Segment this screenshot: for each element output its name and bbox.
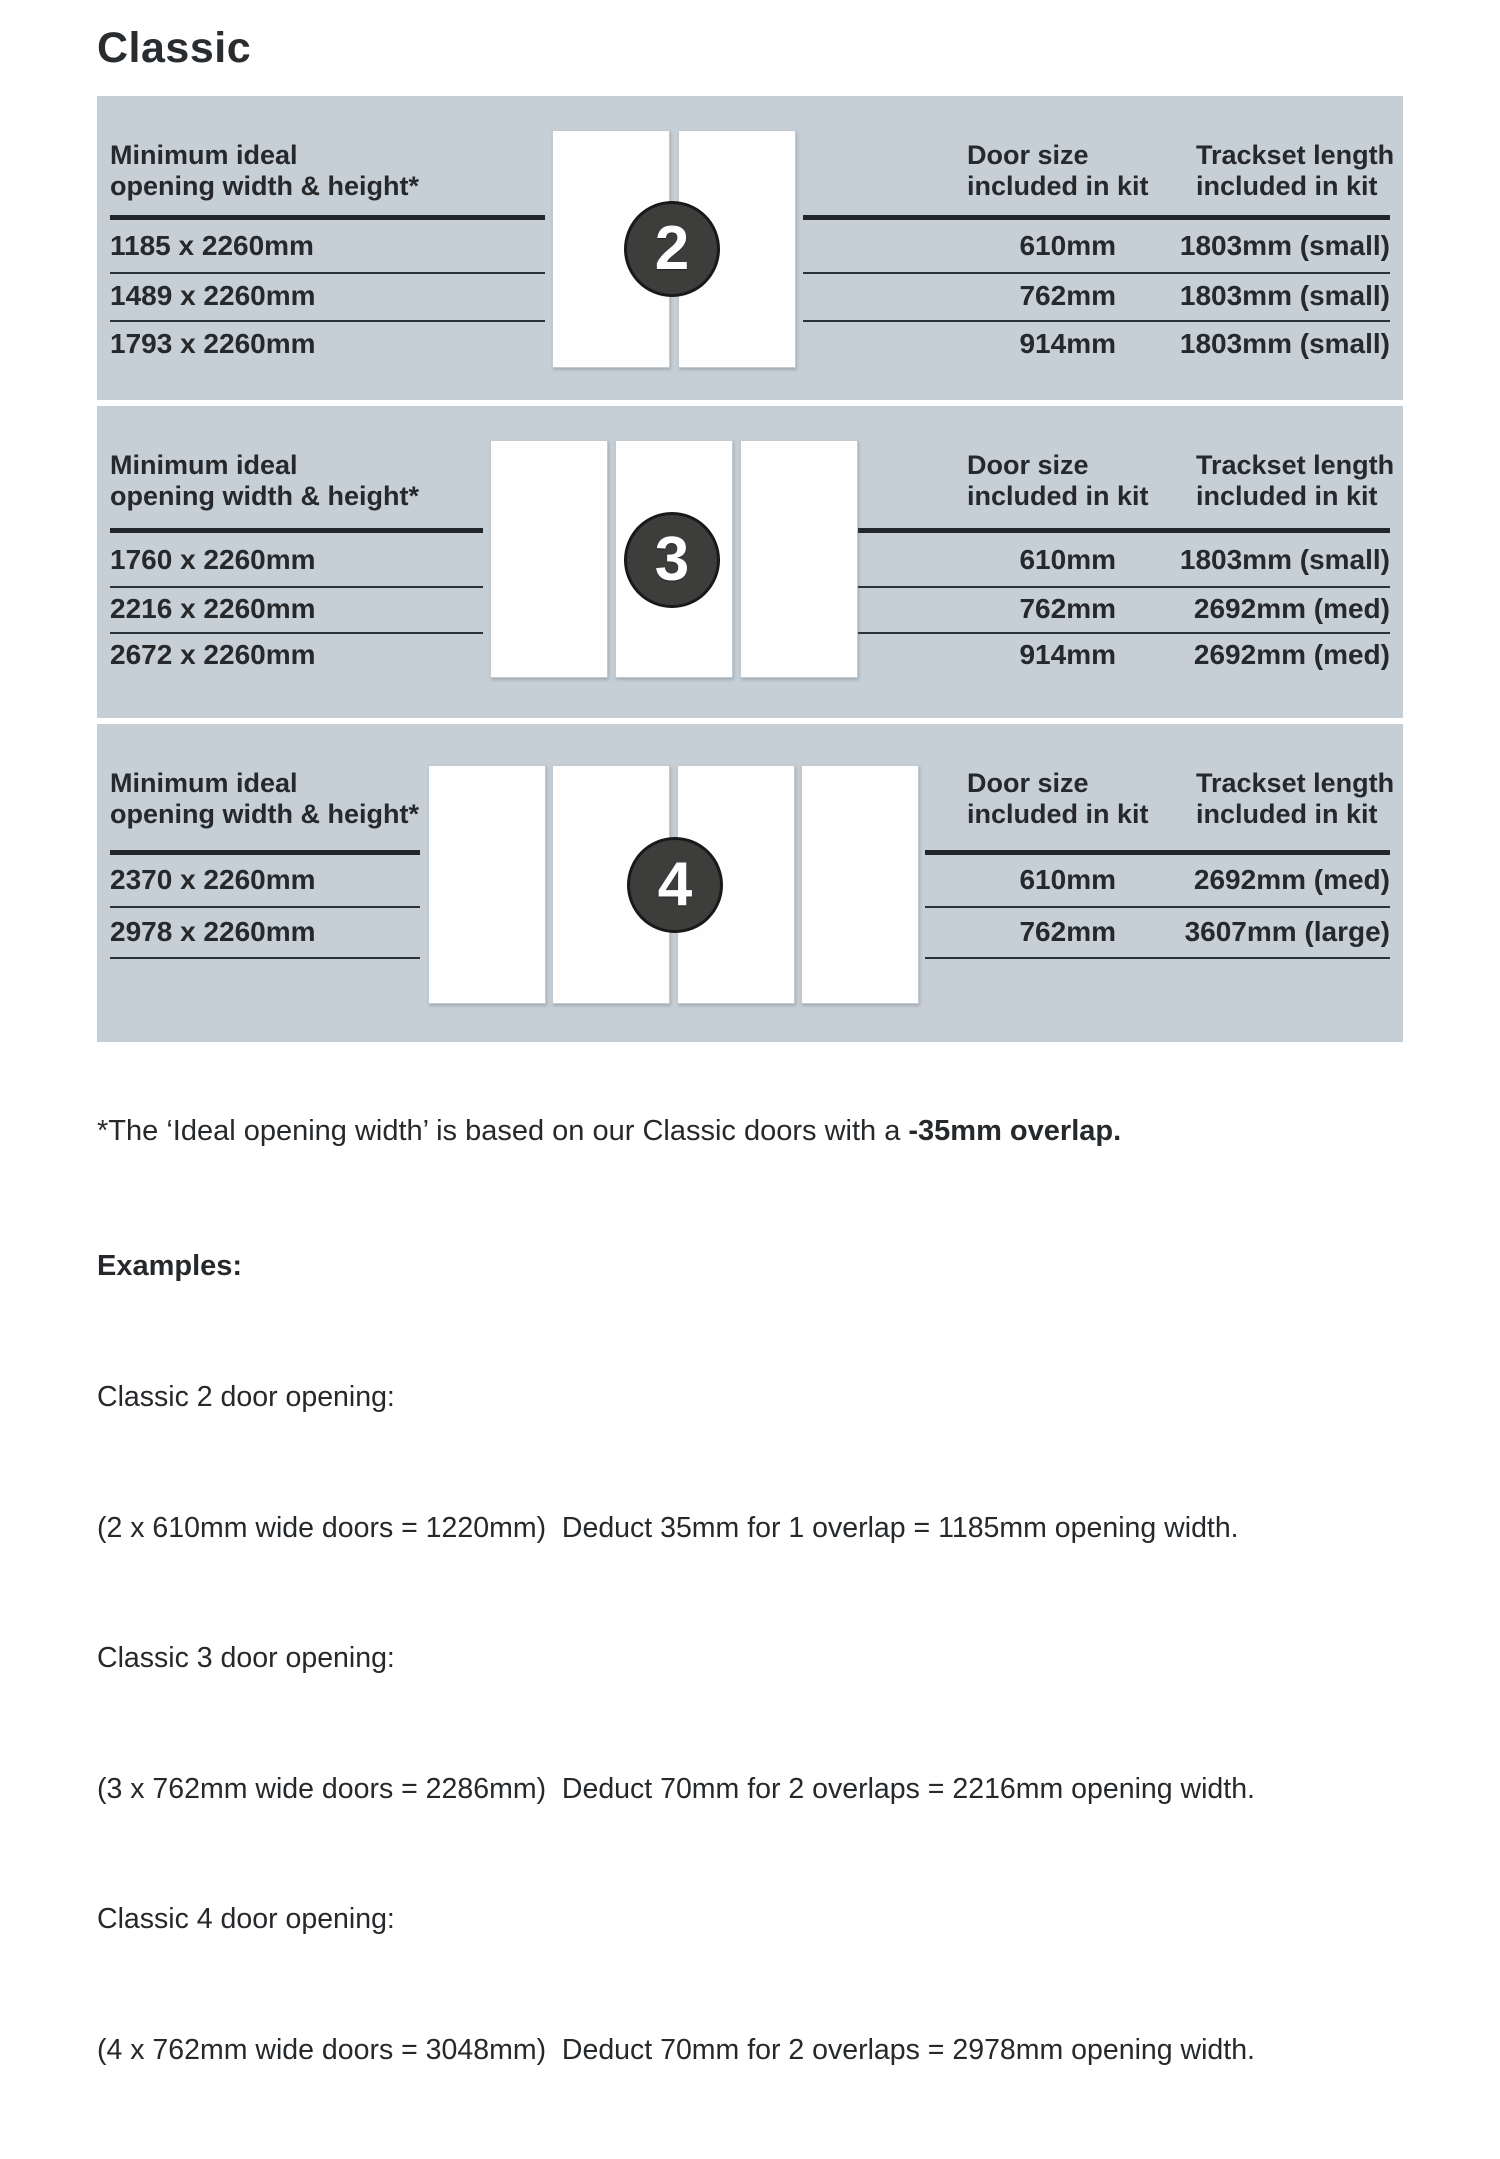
door-size-value: 914mm <box>1019 639 1116 670</box>
example-line: Classic 2 door opening: <box>97 1381 395 1413</box>
example-line: Classic 3 door opening: <box>97 1642 395 1674</box>
header-rule-left <box>110 850 420 855</box>
opening-header-line1: Minimum ideal <box>110 768 298 798</box>
door-count-number: 4 <box>657 850 693 919</box>
opening-header-line1: Minimum ideal <box>110 140 298 170</box>
opening-size-value: 2370 x 2260mm <box>110 864 316 895</box>
opening-size-value: 2216 x 2260mm <box>110 593 316 624</box>
trackset-header <box>1196 450 1394 512</box>
opening-header <box>110 140 419 202</box>
trackset-header-line1: Trackset length <box>1196 450 1395 480</box>
opening-header-line2: opening width & height* <box>110 481 419 511</box>
trackset-header <box>1196 768 1394 830</box>
trackset-header-line2: included in kit <box>1196 799 1378 829</box>
door-panel <box>740 440 858 678</box>
example-line: Classic 4 door opening: <box>97 1903 395 1935</box>
header-rule-right <box>925 850 1390 855</box>
opening-header-line2: opening width & height* <box>110 171 419 201</box>
section-4-door <box>97 724 1403 1042</box>
door-size-value: 610mm <box>1019 864 1116 895</box>
door-size-value: 762mm <box>1019 593 1116 624</box>
example-line: (2 x 610mm wide doors = 1220mm) Deduct 35mm for 1 overlap = 1185mm opening width. <box>97 1511 1239 1544</box>
trackset-length-value: 1803mm (small) <box>1179 328 1390 359</box>
footnote-bold-text: -35mm overlap. <box>908 1115 1122 1147</box>
section-2-door <box>97 96 1403 400</box>
examples-block <box>97 1156 1255 2159</box>
door-size-header <box>967 140 1149 202</box>
door-size-value: 914mm <box>1019 328 1116 359</box>
opening-size-value: 2672 x 2260mm <box>110 639 316 670</box>
door-size-value: 762mm <box>1019 915 1116 947</box>
door-size-header <box>967 450 1149 512</box>
door-size-header-line2: included in kit <box>967 799 1149 829</box>
header-rule-right <box>803 528 1390 533</box>
opening-header <box>110 450 419 512</box>
door-size-header-line1: Door size <box>967 450 1089 480</box>
door-size-header <box>967 768 1149 830</box>
trackset-header-line2: included in kit <box>1196 171 1378 201</box>
door-count-number: 3 <box>654 525 690 594</box>
door-size-value: 762mm <box>1019 280 1116 311</box>
header-rule-right <box>803 215 1390 220</box>
page-title: Classic <box>97 24 252 72</box>
trackset-header-line1: Trackset length <box>1196 140 1395 170</box>
row-divider-left <box>110 957 420 959</box>
door-count-badge <box>624 512 720 608</box>
opening-size-value: 1793 x 2260mm <box>110 328 316 359</box>
trackset-length-value: 2692mm (med) <box>1193 639 1390 670</box>
trackset-length-value: 2692mm (med) <box>1193 864 1390 895</box>
opening-size-value: 1489 x 2260mm <box>110 280 316 311</box>
door-size-header-line2: included in kit <box>967 481 1149 511</box>
door-size-value: 610mm <box>1019 544 1116 575</box>
trackset-header-line1: Trackset length <box>1196 768 1395 798</box>
row-divider-right <box>925 957 1390 959</box>
opening-size-value: 2978 x 2260mm <box>110 915 316 947</box>
door-panel <box>428 765 546 1004</box>
trackset-length-value: 1803mm (small) <box>1179 280 1390 311</box>
door-size-header-line2: included in kit <box>967 171 1149 201</box>
trackset-header-line2: included in kit <box>1196 481 1378 511</box>
door-count-number: 2 <box>654 214 690 283</box>
door-size-header-line1: Door size <box>967 768 1089 798</box>
opening-size-value: 1760 x 2260mm <box>110 544 316 575</box>
trackset-length-value: 2692mm (med) <box>1193 593 1390 624</box>
opening-size-value: 1185 x 2260mm <box>110 230 314 261</box>
section-3-door <box>97 406 1403 718</box>
door-size-value: 610mm <box>1019 230 1116 261</box>
opening-header <box>110 768 419 830</box>
example-line: (3 x 762mm wide doors = 2286mm) Deduct 70mm for 2 overlaps = 2216mm opening width. <box>97 1772 1255 1805</box>
door-count-badge <box>624 201 720 297</box>
footnote-text: *The ‘Ideal opening width’ is based on our Classic doors with a <box>97 1115 909 1147</box>
header-rule-left <box>110 528 483 533</box>
trackset-length-value: 3607mm (large) <box>1184 915 1390 947</box>
header-rule-left <box>110 215 545 220</box>
door-count-badge <box>627 837 723 933</box>
opening-header-line1: Minimum ideal <box>110 450 298 480</box>
opening-header-line2: opening width & height* <box>110 799 419 829</box>
trackset-length-value: 1803mm (small) <box>1179 544 1390 575</box>
door-panel <box>490 440 608 678</box>
door-panel <box>801 765 919 1004</box>
examples-heading: Examples: <box>97 1250 243 1282</box>
trackset-header <box>1196 140 1394 202</box>
door-size-header-line1: Door size <box>967 140 1089 170</box>
footnote <box>97 1115 1121 1148</box>
trackset-length-value: 1803mm (small) <box>1179 230 1390 261</box>
example-line: (4 x 762mm wide doors = 3048mm) Deduct 70mm for 2 overlaps = 2978mm opening width. <box>97 2033 1255 2066</box>
